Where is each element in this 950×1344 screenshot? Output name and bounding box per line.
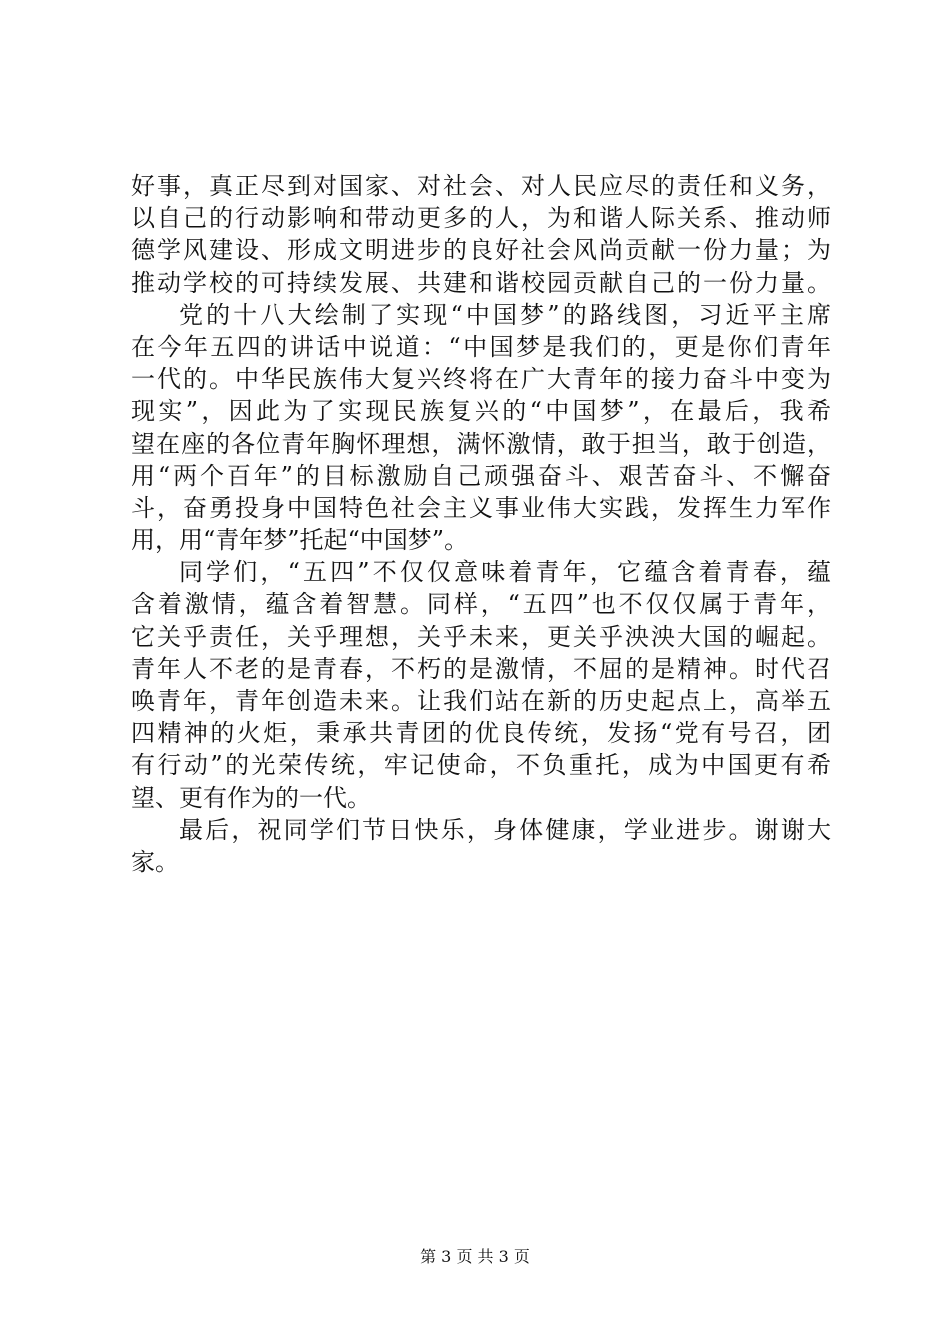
- text-line: 望、更有作为的一代。: [131, 783, 371, 812]
- document-body: [131, 170, 831, 878]
- text-line: 用“两个百年”的目标激励自己顽强奋斗、艰苦奋斗、不懈奋: [131, 461, 831, 490]
- text-line: 有行动”的光荣传统，牢记使命，不负重托，成为中国更有希: [131, 751, 831, 780]
- text-line: 最后，祝同学们节日快乐，身体健康，学业进步。谢谢大: [179, 815, 831, 844]
- paragraph-3: [131, 556, 831, 814]
- text-line: 同学们，“五四”不仅仅意味着青年，它蕴含着青春，蕴: [179, 558, 831, 587]
- text-line: 家。: [131, 847, 179, 876]
- text-line: 在今年五四的讲话中说道：“中国梦是我们的，更是你们青年: [131, 332, 831, 361]
- text-line: 德学风建设、形成文明进步的良好社会风尚贡献一份力量；为: [131, 236, 831, 265]
- paragraph-4: [131, 814, 831, 878]
- text-line: 含着激情，蕴含着智慧。同样，“五四”也不仅仅属于青年，: [131, 590, 831, 619]
- text-line: 四精神的火炬，秉承共青团的优良传统，发扬“党有号召，团: [131, 719, 831, 748]
- text-line: 望在座的各位青年胸怀理想，满怀激情，敢于担当，敢于创造，: [131, 429, 831, 458]
- text-line: 它关乎责任，关乎理想，关乎未来，更关乎泱泱大国的崛起。: [131, 622, 831, 651]
- text-line: 推动学校的可持续发展、共建和谐校园贡献自己的一份力量。: [131, 268, 831, 297]
- text-line: 一代的。中华民族伟大复兴终将在广大青年的接力奋斗中变为: [131, 365, 831, 394]
- text-line: 斗，奋勇投身中国特色社会主义事业伟大实践，发挥生力军作: [131, 493, 831, 522]
- text-line: 党的十八大绘制了实现“中国梦”的路线图，习近平主席: [179, 300, 831, 329]
- text-line: 唤青年，青年创造未来。让我们站在新的历史起点上，高举五: [131, 687, 831, 715]
- text-line: 现实”，因此为了实现民族复兴的“中国梦”，在最后，我希: [131, 397, 831, 426]
- page-number-footer: 第 3 页 共 3 页: [420, 1247, 530, 1266]
- paragraph-2: [131, 299, 831, 557]
- text-line: 青年人不老的是青春，不朽的是激情，不屈的是精神。时代召: [131, 654, 831, 683]
- paragraph-1: [131, 170, 831, 299]
- text-line: 好事，真正尽到对国家、对社会、对人民应尽的责任和义务，: [131, 172, 831, 200]
- text-line: 用，用“青年梦”托起“中国梦”。: [131, 526, 469, 555]
- text-line: 以自己的行动影响和带动更多的人，为和谐人际关系、推动师: [131, 204, 831, 233]
